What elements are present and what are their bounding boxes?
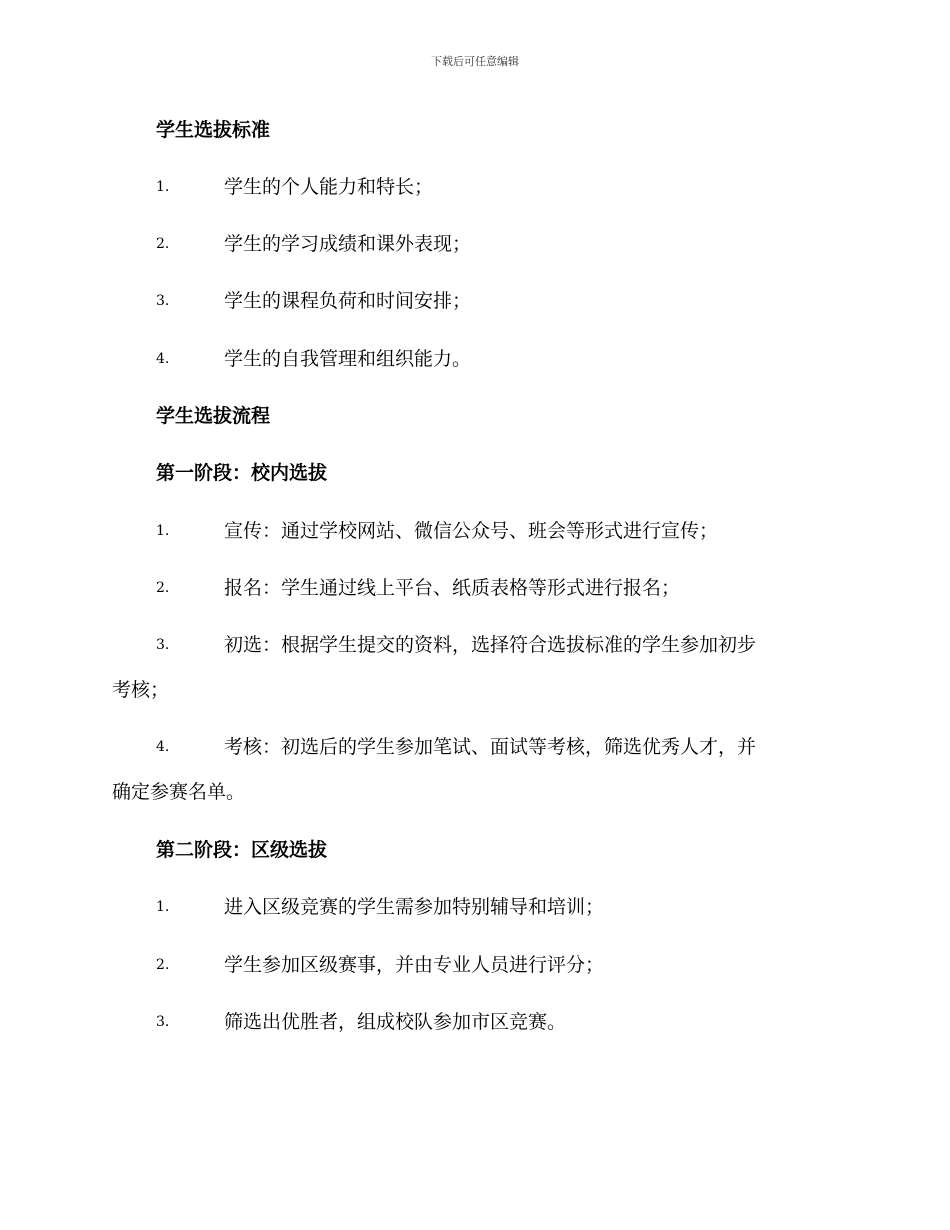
list-item-text: 进入区级竞赛的学生需参加特别辅导和培训； [224,896,605,918]
list-item-text: 学生的个人能力和特长； [224,176,434,198]
list-item-text: 报名：学生通过线上平台、纸质表格等形式进行报名； [224,577,681,599]
list-item [0,733,950,761]
list-item-text: 初选：根据学生提交的资料，选择符合选拔标准的学生参加初步 [224,634,757,656]
list-item-number: 3. [156,1014,170,1030]
list-item-number: 2. [156,236,170,252]
list-item [0,951,950,979]
list-item-number: 1. [156,179,170,195]
stage-heading-district: 第二阶段：区级选拔 [156,839,328,861]
list-item-number: 2. [156,957,170,973]
list-item [0,631,950,659]
list-item-text: 学生的课程负荷和时间安排； [224,290,472,312]
list-item [0,517,950,545]
list-item-text: 学生的学习成绩和课外表现； [224,233,472,255]
list-item-text: 学生参加区级赛事，并由专业人员进行评分； [224,954,605,976]
list-item-continuation: 考核； [112,679,170,701]
list-item-number: 1. [156,899,170,915]
list-item-continuation: 确定参赛名单。 [112,781,246,803]
stage-heading-school: 第一阶段：校内选拔 [156,462,328,484]
list-item-number: 4. [156,739,170,755]
list-item [0,230,950,258]
list-item-number: 2. [156,580,170,596]
list-item-number: 3. [156,637,170,653]
list-item [0,1008,950,1036]
list-item [0,893,950,921]
list-item-text: 筛选出优胜者，组成校队参加市区竞赛。 [224,1011,567,1033]
section-heading-selection-process: 学生选拔流程 [156,405,271,427]
list-item [0,173,950,201]
list-item [0,574,950,602]
list-item-text: 考核：初选后的学生参加笔试、面试等考核，筛选优秀人才，并 [224,736,757,758]
list-item-number: 3. [156,293,170,309]
list-item-number: 4. [156,351,170,367]
list-item [0,287,950,315]
list-item-text: 学生的自我管理和组织能力。 [224,348,472,370]
list-item [0,345,950,373]
list-item-number: 1. [156,523,170,539]
section-heading-selection-criteria: 学生选拔标准 [156,119,271,141]
list-item-text: 宣传：通过学校网站、微信公众号、班会等形式进行宣传； [224,520,719,542]
page-header: 下载后可任意编辑 [431,55,519,68]
